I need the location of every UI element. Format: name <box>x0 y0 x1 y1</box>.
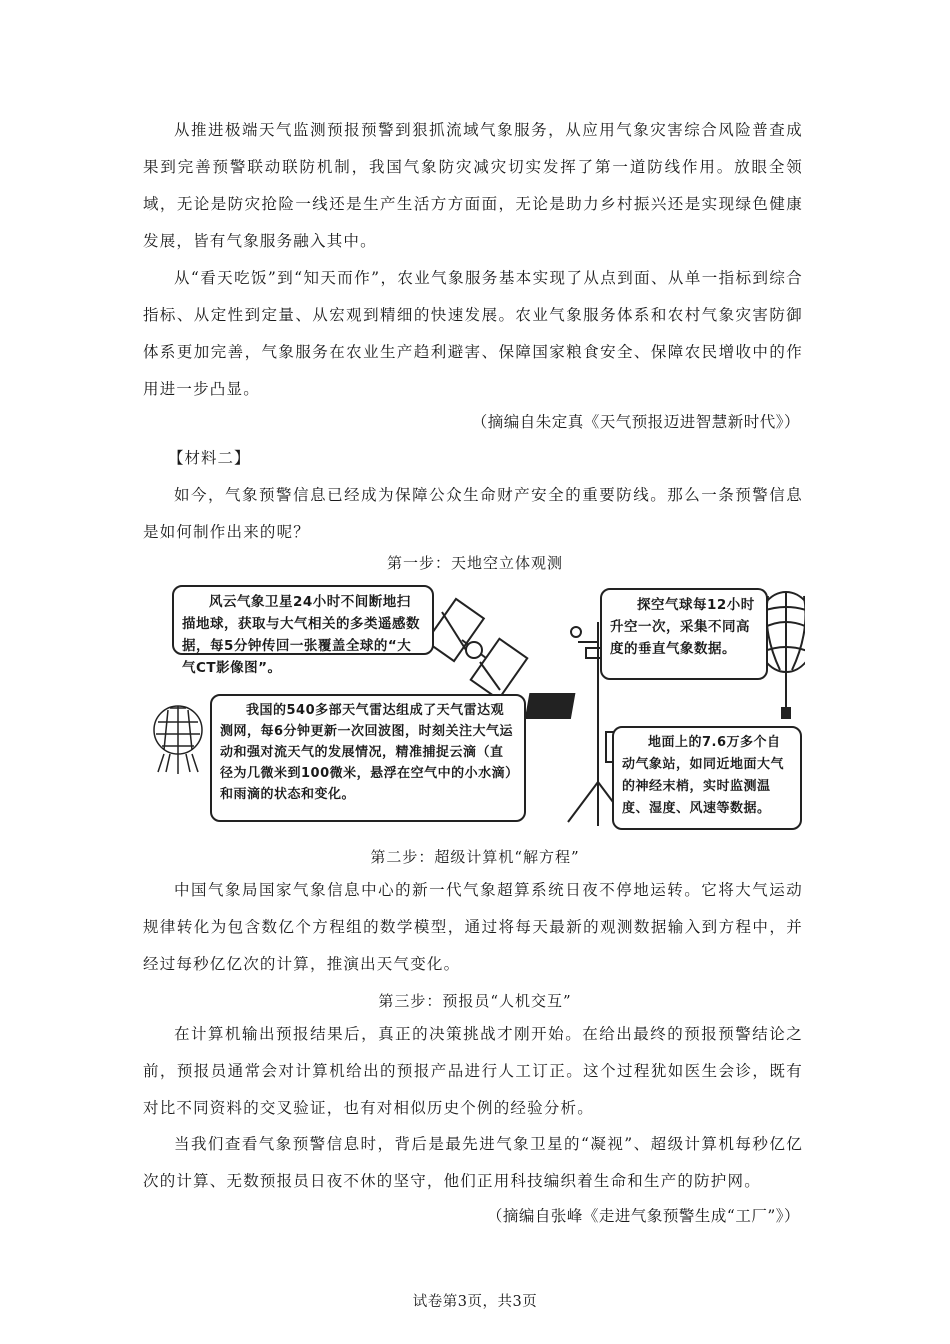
satellite-callout <box>172 585 434 676</box>
radar-callout <box>210 694 526 822</box>
step3-paragraph-1: 在计算机输出预报结果后，真正的决策挑战才刚开始。在给出最终的预报预警结论之前，预报员通常会对计算机给出的预报产品进行人工订正。这个过程犹如医生会诊，既有对比不同资料的交叉验证，也有对相似历史个例的经验分析。 <box>143 1025 803 1117</box>
satellite-icon <box>426 599 527 699</box>
page-footer: 试卷第3页，共3页 <box>412 1294 538 1310</box>
radar-dome-icon <box>154 706 202 774</box>
balloon-callout-text: 探空气球每12小时升空一次，采集不同高度的垂直气象数据。 <box>610 597 755 657</box>
material1-paragraph-1: 从推进极端天气监测预报预警到狠抓流域气象服务，从应用气象灾害综合风险普查成果到完善预警联动联防机制，我国气象防灾减灾切实发挥了第一道防线作用。放眼全领域，无论是防灾抢险一线还是生产生活方方面面，无论是助力乡村振兴还是实现绿色健康发展，皆有气象服务融入其中。 <box>143 121 803 250</box>
observation-figure <box>150 582 805 834</box>
step3-paragraph-2: 当我们查看气象预警信息时，背后是最先进气象卫星的“凝视”、超级计算机每秒亿亿次的计算、无数预报员日夜不休的坚守，他们正用科技编织着生命和生产的防护网。 <box>143 1135 803 1190</box>
station-callout-text: 地面上的7.6万多个自动气象站，如同近地面大气的神经末梢，实时监测温度、湿度、风速等数据。 <box>622 735 785 816</box>
step2-title: 第二步：超级计算机“解方程” <box>370 848 580 866</box>
balloon-callout <box>600 588 768 680</box>
step1-title: 第一步：天地空立体观测 <box>386 554 563 572</box>
material2-source: （摘编自张峰《走进气象预警生成“工厂”》） <box>486 1207 800 1225</box>
step2-text: 中国气象局国家气象信息中心的新一代气象超算系统日夜不停地运转。它将大气运动规律转化为包含数亿个方程组的数学模型，通过将每天最新的观测数据输入到方程中，并经过每秒亿亿次的计算，推演出天气变化。 <box>143 881 803 973</box>
radar-callout-text: 我国的540多部天气雷达组成了天气雷达观测网，每6分钟更新一次回波图，时刻关注大气运动和强对流天气的发展情况，精准捕捉云滴（直径为几微米到100微米，悬浮在空气中的小水滴）和雨滴的状态和变化。 <box>220 703 514 802</box>
material1-paragraph-2: 从“看天吃饭”到“知天而作”，农业气象服务基本实现了从点到面、从单一指标到综合指标、从定性到定量、从宏观到精细的快速发展。农业气象服务体系和农村气象灾害防御体系更加完善，气象服务在农业生产趋利避害、保障国家粮食安全、保障农民增收中的作用进一步凸显。 <box>143 269 803 398</box>
material1-source: （摘编自朱定真《天气预报迈进智慧新时代》） <box>471 413 800 431</box>
station-callout <box>612 726 802 830</box>
material2-label: 【材料二】 <box>168 449 251 467</box>
satellite-callout-text: 风云气象卫星24小时不间断地扫描地球，获取与大气相关的多类遥感数据，每5分钟传回一张覆盖全球的“大气CT影像图”。 <box>182 594 420 676</box>
material2-intro: 如今，气象预警信息已经成为保障公众生命财产安全的重要防线。那么一条预警信息是如何制作出来的呢？ <box>143 486 803 541</box>
step3-title: 第三步：预报员“人机交互” <box>378 992 572 1010</box>
